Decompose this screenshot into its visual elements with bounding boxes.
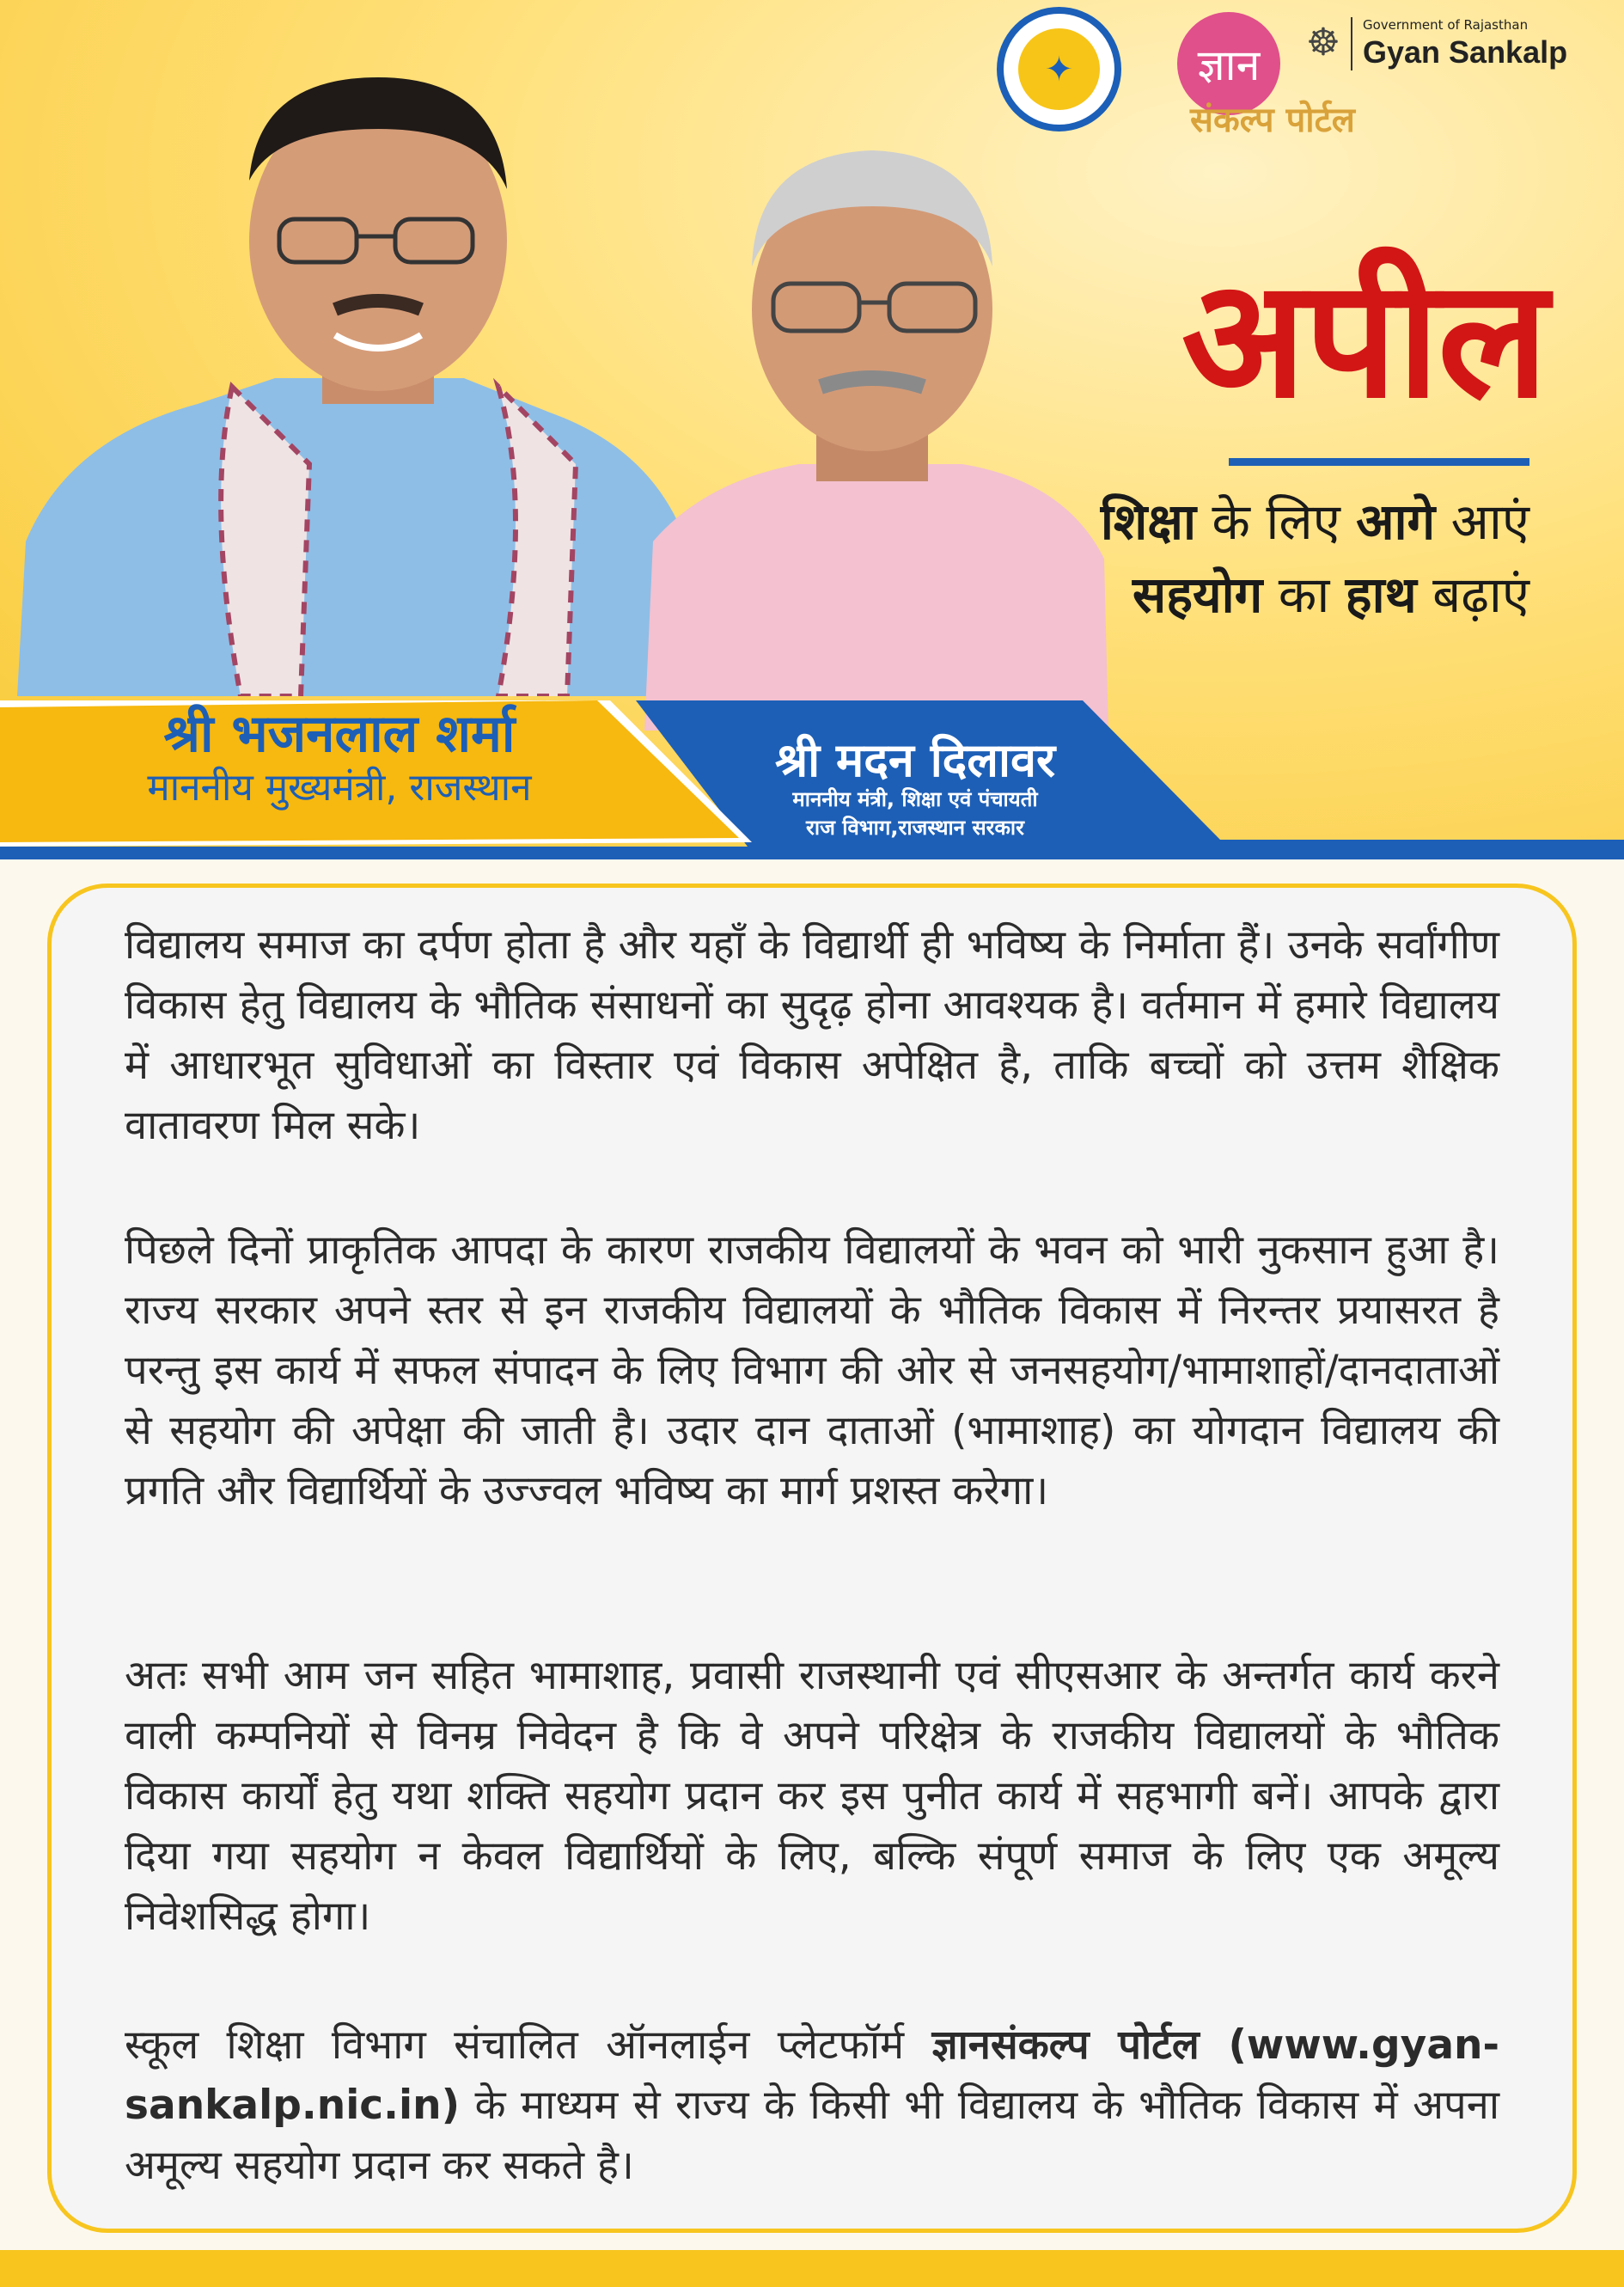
appeal-title: अपील xyxy=(1181,244,1547,434)
chief-minister-designation: माननीय मुख्यमंत्री, राजस्थान xyxy=(147,766,532,810)
appeal-tagline-1: शिक्षा के लिए आगे आएं xyxy=(1100,492,1529,551)
state-map-icon: ✦ xyxy=(1018,28,1100,110)
government-branding xyxy=(1306,17,1567,70)
chief-minister-caption xyxy=(86,705,593,811)
education-minister-designation-2: राज विभाग,राजस्थान सरकार xyxy=(806,815,1024,840)
gyan-logo-text: ज्ञान xyxy=(1197,40,1261,90)
portal-url[interactable]: (www.gyan-sankalp.nic.in) xyxy=(125,2021,1499,2129)
gyan-portal-logo-text: संकल्प पोर्टल xyxy=(1190,100,1355,140)
chief-minister-photo xyxy=(17,60,705,696)
message-paragraph-3: अतः सभी आम जन सहित भामाशाह, प्रवासी राजस्थानी एवं सीएसआर के अन्तर्गत कार्य करने वाली कम्पनियों से विनम्र निवेदन है कि वे अपने परिक्षेत्र के राजकीय विद्यालयों के भौतिक विकास कार्यों हेतु यथा शक्ति सहयोग प्रदान कर इस पुनीत कार्य में सहभागी बनें। आपके द्वारा दिया गया सहयोग न केवल विद्यार्थियों के लिए, बल्कि संपूर्ण समाज के लिए एक अमूल्य निवेशसिद्ध होगा। xyxy=(125,1652,1499,1940)
portal-name: Gyan Sankalp xyxy=(1363,34,1568,70)
chief-minister-name: श्री भजनलाल शर्मा xyxy=(163,704,516,764)
national-emblem-icon: ☸ xyxy=(1306,21,1340,64)
government-label: Government of Rajasthan xyxy=(1363,17,1529,33)
appeal-tagline-2: सहयोग का हाथ बढ़ाएं xyxy=(1133,566,1529,624)
education-minister-designation-1: माननीय मंत्री, शिक्षा एवं पंचायती xyxy=(792,787,1038,812)
education-minister-photo xyxy=(636,112,1117,731)
portal-name-bold: ज्ञानसंकल्प पोर्टल xyxy=(931,2021,1200,2069)
title-underline xyxy=(1229,458,1529,466)
footer-bar xyxy=(0,2250,1624,2287)
message-paragraph-1: विद्यालय समाज का दर्पण होता है और यहाँ के विद्यार्थी ही भविष्य के निर्माता हैं। उनके सर्वांगीण विकास हेतु विद्यालय के भौतिक संसाधनों का सुदृढ़ होना आवश्यक है। वर्तमान में हमारे विद्यालय में आधारभूत सुविधाओं का विस्तार एवं विकास अपेक्षित है, ताकि बच्चों को उत्तम शैक्षिक वातावरण मिल सके। xyxy=(125,921,1499,1149)
message-paragraph-2: पिछले दिनों प्राकृतिक आपदा के कारण राजकीय विद्यालयों के भवन को भारी नुकसान हुआ है। राज्य सरकार अपने स्तर से इन राजकीय विद्यालयों के भौतिक विकास में निरन्तर प्रयासरत है परन्तु इस कार्य में सफल संपादन के लिए विभाग की ओर से जनसहयोग/भामाशाहों/दानदाताओं से सहयोग की अपेक्षा की जाती है। उदार दान दाताओं (भामाशाह) का योगदान विद्यालय की प्रगति और विद्यार्थियों के उज्ज्वल भविष्य का मार्ग प्रशस्त करेगा। xyxy=(125,1226,1499,1514)
education-minister-name: श्री मदन दिलावर xyxy=(774,733,1056,787)
education-minister-caption xyxy=(735,735,1096,841)
hero-banner xyxy=(0,0,1624,859)
message-paragraph-4: स्कूल शिक्षा विभाग संचालित ऑनलाईन प्लेटफॉर्म ज्ञानसंकल्प पोर्टल (www.gyan-sankalp.nic.in) के माध्यम से राज्य के किसी भी विद्यालय के भौतिक विकास में अपना अमूल्य सहयोग प्रदान कर सकते है। xyxy=(125,2021,1499,2189)
